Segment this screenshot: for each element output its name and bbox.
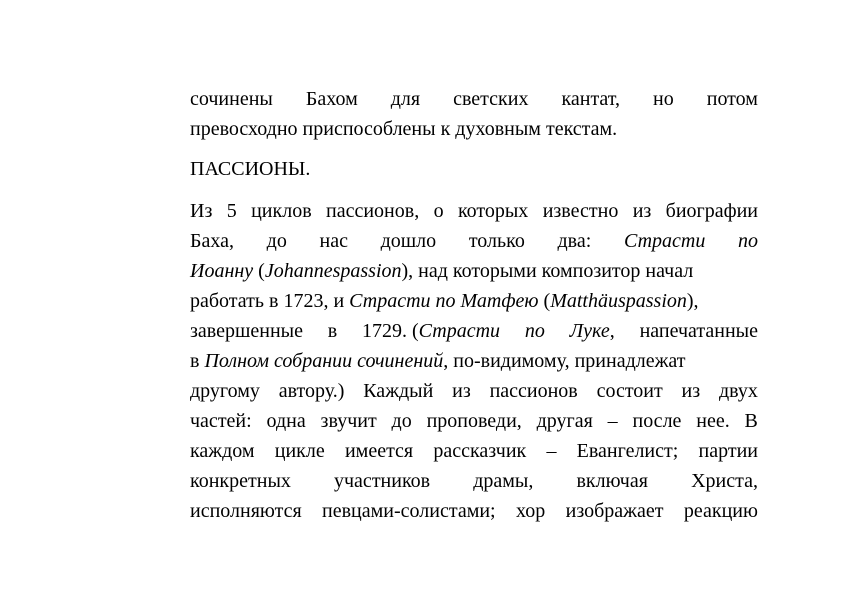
word: до xyxy=(391,410,412,432)
word: потом xyxy=(706,88,758,110)
word: В xyxy=(744,410,758,432)
word: двух xyxy=(718,380,758,402)
body-paragraph xyxy=(190,196,758,526)
word: участников xyxy=(334,470,431,492)
italic-word xyxy=(738,226,758,256)
word: в xyxy=(327,320,338,342)
word: из xyxy=(681,380,701,402)
italic-title-part: Страсти xyxy=(418,320,501,342)
word: имеется xyxy=(344,440,414,462)
italic-title-part: по xyxy=(524,320,545,342)
word: партии xyxy=(698,440,758,462)
word: для xyxy=(390,88,421,110)
word: но xyxy=(653,88,674,110)
text-line xyxy=(190,316,758,346)
word: циклов xyxy=(251,200,312,222)
italic-title: Страсти по Матфею xyxy=(349,290,539,312)
text-line xyxy=(190,196,758,226)
word: 5 xyxy=(226,200,237,222)
word: драмы, xyxy=(473,470,534,492)
word: автору.) xyxy=(278,380,345,402)
word: частей: xyxy=(190,410,252,432)
word: о xyxy=(433,200,444,222)
word: хор xyxy=(516,500,546,522)
word: которых xyxy=(457,200,529,222)
italic-title: Johannespassion xyxy=(264,260,402,282)
text-line xyxy=(190,376,758,406)
text-fragment: ), над которыми композитор начал xyxy=(401,260,694,282)
text-fragment: , по-видимому, принадлежат xyxy=(443,350,686,372)
word: реакцию xyxy=(683,500,758,522)
text-fragment: работать в 1723, и xyxy=(190,290,345,312)
text-fragment: ( xyxy=(543,290,551,312)
text-line xyxy=(190,496,758,526)
word: – xyxy=(546,440,557,462)
word: пассионов, xyxy=(326,200,420,222)
word: звучит xyxy=(320,410,377,432)
italic-title-part: по xyxy=(738,230,758,252)
italic-title-part: Луке xyxy=(569,320,610,342)
word: другая xyxy=(536,410,593,432)
section-heading: ПАССИОНЫ. xyxy=(190,158,311,180)
word: певцами-солистами; xyxy=(322,500,496,522)
continuation-text xyxy=(190,84,758,144)
word: 1729. xyxy=(362,320,407,342)
word: дошло xyxy=(380,230,437,252)
text-fragment: ( xyxy=(258,260,265,282)
word: светских xyxy=(453,88,529,110)
word-group xyxy=(362,316,500,346)
word-group xyxy=(570,316,615,346)
italic-word xyxy=(525,316,545,346)
text-line xyxy=(190,84,758,114)
word: до xyxy=(266,230,287,252)
word: пассионов xyxy=(489,380,578,402)
text-line xyxy=(190,436,758,466)
word: биографии xyxy=(665,200,758,222)
italic-title: Полном собрании сочинений xyxy=(204,350,444,372)
word: Баха, xyxy=(190,230,234,252)
word: одна xyxy=(266,410,306,432)
word: известно xyxy=(542,200,619,222)
word: Бахом xyxy=(305,88,358,110)
word: цикле xyxy=(274,440,325,462)
italic-title-part: Иоанну xyxy=(190,260,254,282)
word: другому xyxy=(190,380,260,402)
word: исполняются xyxy=(190,500,302,522)
text-line xyxy=(190,406,758,436)
word: нее. xyxy=(696,410,730,432)
text-fragment: ), xyxy=(686,290,699,312)
text-line xyxy=(190,256,758,286)
word: конкретных xyxy=(190,470,291,492)
italic-title-part: Страсти xyxy=(623,230,706,252)
word: Христа, xyxy=(691,470,758,492)
word: включая xyxy=(576,470,648,492)
text-fragment: в xyxy=(190,350,200,372)
word: напечатанные xyxy=(639,320,758,342)
word: после xyxy=(632,410,682,432)
text-line xyxy=(190,286,758,316)
word: рассказчик xyxy=(433,440,527,462)
text-line xyxy=(190,346,758,376)
word: ( xyxy=(412,320,419,342)
word: из xyxy=(632,200,652,222)
word: только xyxy=(468,230,525,252)
word: – xyxy=(607,410,618,432)
word: сочинены xyxy=(190,88,273,110)
section-heading-block xyxy=(190,154,758,184)
word: проповеди, xyxy=(426,410,522,432)
word: каждом xyxy=(190,440,255,462)
italic-title: Matthäuspassion xyxy=(550,290,687,312)
word: нас xyxy=(319,230,348,252)
word: завершенные xyxy=(190,320,303,342)
text-fragment: , xyxy=(609,320,615,342)
text-line xyxy=(190,226,758,256)
word: Евангелист; xyxy=(576,440,679,462)
word: кантат, xyxy=(561,88,621,110)
word: состоит xyxy=(596,380,663,402)
word: два: xyxy=(557,230,592,252)
word: изображает xyxy=(565,500,664,522)
word: из xyxy=(452,380,471,402)
word: Каждый xyxy=(363,380,434,402)
text-line: превосходно приспособлены к духовным текстам. xyxy=(190,118,618,140)
word: Из xyxy=(190,200,213,222)
italic-word xyxy=(624,226,705,256)
text-line xyxy=(190,466,758,496)
